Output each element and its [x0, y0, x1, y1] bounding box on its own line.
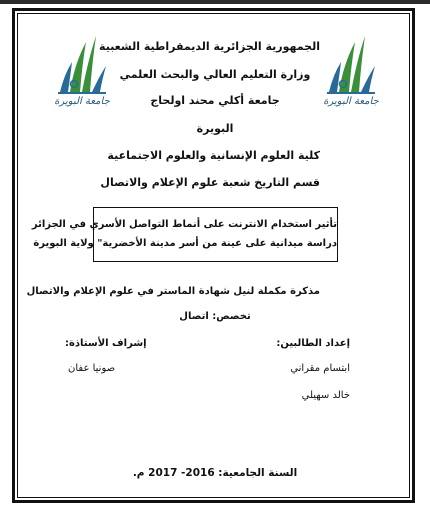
student-name-1: ابتسام مقراني [290, 363, 350, 374]
academic-year: السنة الجامعية: 2016- 2017 م. [132, 467, 298, 479]
header-department: قسم التاريخ شعبة علوم الإعلام والاتصال [100, 176, 320, 189]
thesis-title-box [31, 207, 338, 262]
thesis-title-line1: تأثير استخدام الانترنت على أنماط التواصل الأسري في الجزائر [31, 219, 337, 230]
logo-caption: جامعة البويرة [54, 96, 110, 107]
viewer-top-bar [0, 0, 430, 4]
header-city: البويرة [196, 122, 234, 135]
university-logo-right [321, 30, 381, 115]
students-label: إعداد الطالبين: [276, 338, 350, 349]
specialty: تخصص: اتصال [179, 311, 251, 322]
university-emblem-icon [321, 30, 381, 100]
supervisor-label: إشراف الأستاذة: [65, 338, 147, 349]
header-faculty: كلية العلوم الإنسانية والعلوم الاجتماعية [107, 149, 320, 162]
supervisor-name: صونيا عفان [68, 363, 116, 374]
memo-description: مذكرة مكملة لنيل شهادة الماستر في علوم الإعلام والاتصال [26, 286, 320, 297]
logo-caption: جامعة البويرة [323, 96, 379, 107]
header-ministry: وزارة التعليم العالي والبحث العلمي [119, 68, 311, 81]
student-name-2: خالد سهيلي [301, 390, 350, 401]
header-republic: الجمهورية الجزائرية الديمقراطية الشعبية [99, 40, 320, 53]
thesis-title-line2: دراسة ميدانية على عينة من أسر مدينة الأخضرية" ولاية البويرة [33, 238, 337, 249]
header-university: جامعة أكلي محند اولحاج [150, 94, 280, 107]
